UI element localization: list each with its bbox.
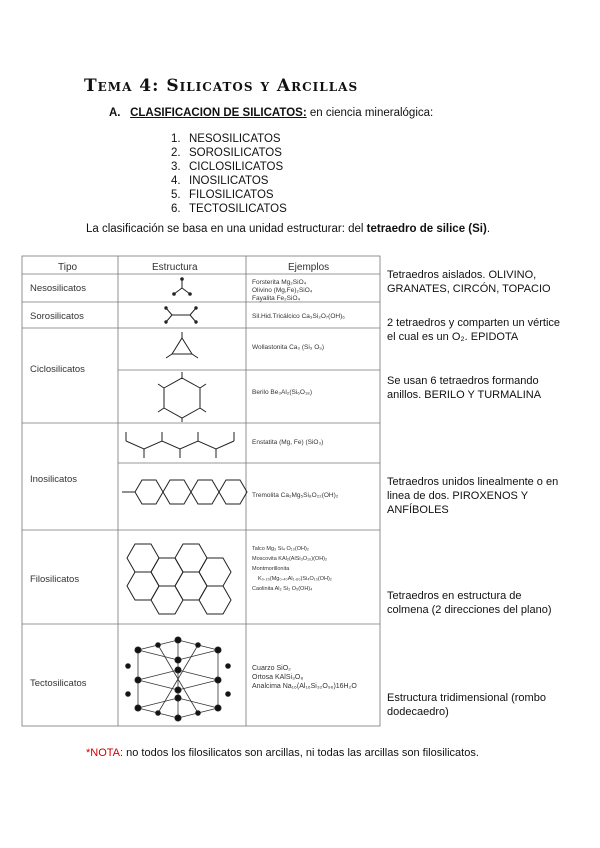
note-filosilicates: Tetraedros en estructura de colmena (2 direcciones del plano) bbox=[387, 590, 552, 616]
note-inosilicates: Tetraedros unidos linealmente o en linea de dos. PIROXENOS Y ANFÍBOLES bbox=[387, 476, 559, 516]
example-ortosa: Ortosa KAlSi₃O₈ bbox=[252, 674, 304, 681]
basis-paragraph: La clasificación se basa en una unidad estructurar: del tetraedro de silice (Si). bbox=[86, 223, 491, 235]
page-title: Tema 4: Silicatos y Arcillas bbox=[84, 76, 359, 96]
list-item: 1. NESOSILICATOS bbox=[171, 133, 281, 145]
section-a-heading bbox=[109, 107, 433, 119]
example-wollastonita: Wollastonita Ca₃ (Si₃ O₉) bbox=[252, 344, 325, 351]
list-item: 3. CICLOSILICATOS bbox=[171, 161, 284, 173]
header-ejemplos: Ejemplos bbox=[288, 262, 330, 273]
tipo-ciclo: Ciclosilicatos bbox=[30, 364, 85, 375]
section-label: A. bbox=[109, 107, 121, 119]
list-item: 2. SOROSILICATOS bbox=[171, 147, 282, 159]
cyclosilicate-6ring-structure bbox=[158, 372, 206, 422]
example-enstatita: Enstatita (Mg, Fe) (SiO₃) bbox=[252, 439, 324, 446]
note-tectosilicates: Estructura tridimensional (rombo dodecaedro) bbox=[387, 692, 546, 718]
example-cuarzo: Cuarzo SiO₂ bbox=[252, 665, 291, 672]
example-montmorillonita-formula: K₀.₂₀(Mg₀.₄₀Al₁.₆₀)Si₄O₁₀(OH)₂ bbox=[258, 576, 332, 582]
footnote bbox=[86, 747, 479, 759]
example-montmorillonita: Montmorillonita bbox=[252, 566, 290, 572]
section-suffix: en ciencia mineralógica: bbox=[306, 107, 434, 119]
header-tipo: Tipo bbox=[58, 262, 78, 273]
note-nesosilicates: Tetraedros aislados. OLIVINO, GRANATES, CIRCÓN, TOPACIO bbox=[387, 269, 551, 295]
sorosilicate-structure bbox=[165, 307, 197, 323]
section-title: CLASIFICACION DE SILICATOS: bbox=[130, 107, 307, 119]
tipo-ino: Inosilicatos bbox=[30, 474, 77, 485]
tipo-soro: Sorosilicatos bbox=[30, 311, 84, 322]
phyllosilicate-sheet bbox=[127, 544, 231, 614]
example-analcima: Analcima Na₁₆(Al₁₆Si₃₂O₉₆)16H₂O bbox=[252, 683, 357, 690]
footnote-text: no todos los filosilicatos son arcillas, ni todas las arcillas son filosilicatos. bbox=[123, 747, 479, 759]
example-caolinita: Caolinita Al₂ Si₂ O₅(OH)₄ bbox=[252, 586, 313, 592]
note-ciclosilicates: Se usan 6 tetraedros formando anillos. BERILO Y TURMALINA bbox=[387, 375, 542, 401]
example-silhid: Sil.Hid.Tricálcico Ca₃Si₂O₇(OH)₆ bbox=[252, 313, 345, 320]
tectosilicate-framework bbox=[126, 637, 231, 721]
nesosilicate-structure bbox=[173, 278, 192, 296]
example-fayalita: Fayalita Fe₂SiO₄ bbox=[252, 295, 301, 302]
footnote-label: *NOTA: bbox=[86, 747, 124, 759]
cyclosilicate-3ring-structure bbox=[166, 332, 198, 358]
table-border bbox=[22, 256, 380, 726]
example-tremolita: Tremolita Ca₂Mg₅Si₈O₂₂(OH)₂ bbox=[252, 492, 339, 499]
tipo-filo: Filosilicatos bbox=[30, 574, 80, 585]
example-berilo: Berilo Be₃Al₂(Si₆O₁₈) bbox=[252, 389, 312, 396]
list-item: 6. TECTOSILICATOS bbox=[171, 203, 287, 215]
basis-text: La clasificación se basa en una unidad estructurar: del bbox=[86, 223, 367, 235]
example-moscovita: Moscovita KAl₂(AlSi₃O₁₀)(OH)₂ bbox=[252, 556, 328, 562]
note-sorosilicates: 2 tetraedros y comparten un vértice el cual es un O₂. EPIDOTA bbox=[387, 317, 561, 343]
inosilicate-double-chain bbox=[122, 480, 247, 504]
silicate-table bbox=[20, 248, 382, 733]
basis-bold: tetraedro de silice (Si) bbox=[366, 223, 487, 235]
example-forsterita: Forsterita Mg₂SiO₄ bbox=[252, 279, 307, 286]
classification-list bbox=[171, 132, 287, 216]
inosilicate-single-chain bbox=[126, 432, 234, 458]
example-talco: Talco Mg₃ Si₄ O₁₀(OH)₂ bbox=[252, 546, 309, 552]
tipo-neso: Nesosilicatos bbox=[30, 283, 86, 294]
header-estructura: Estructura bbox=[152, 262, 198, 273]
example-olivino: Olivino (Mg,Fe)₂SiO₄ bbox=[252, 287, 313, 294]
tipo-tecto: Tectosilicatos bbox=[30, 678, 87, 689]
list-item: 5. FILOSILICATOS bbox=[171, 189, 274, 201]
list-item: 4. INOSILICATOS bbox=[171, 175, 269, 187]
